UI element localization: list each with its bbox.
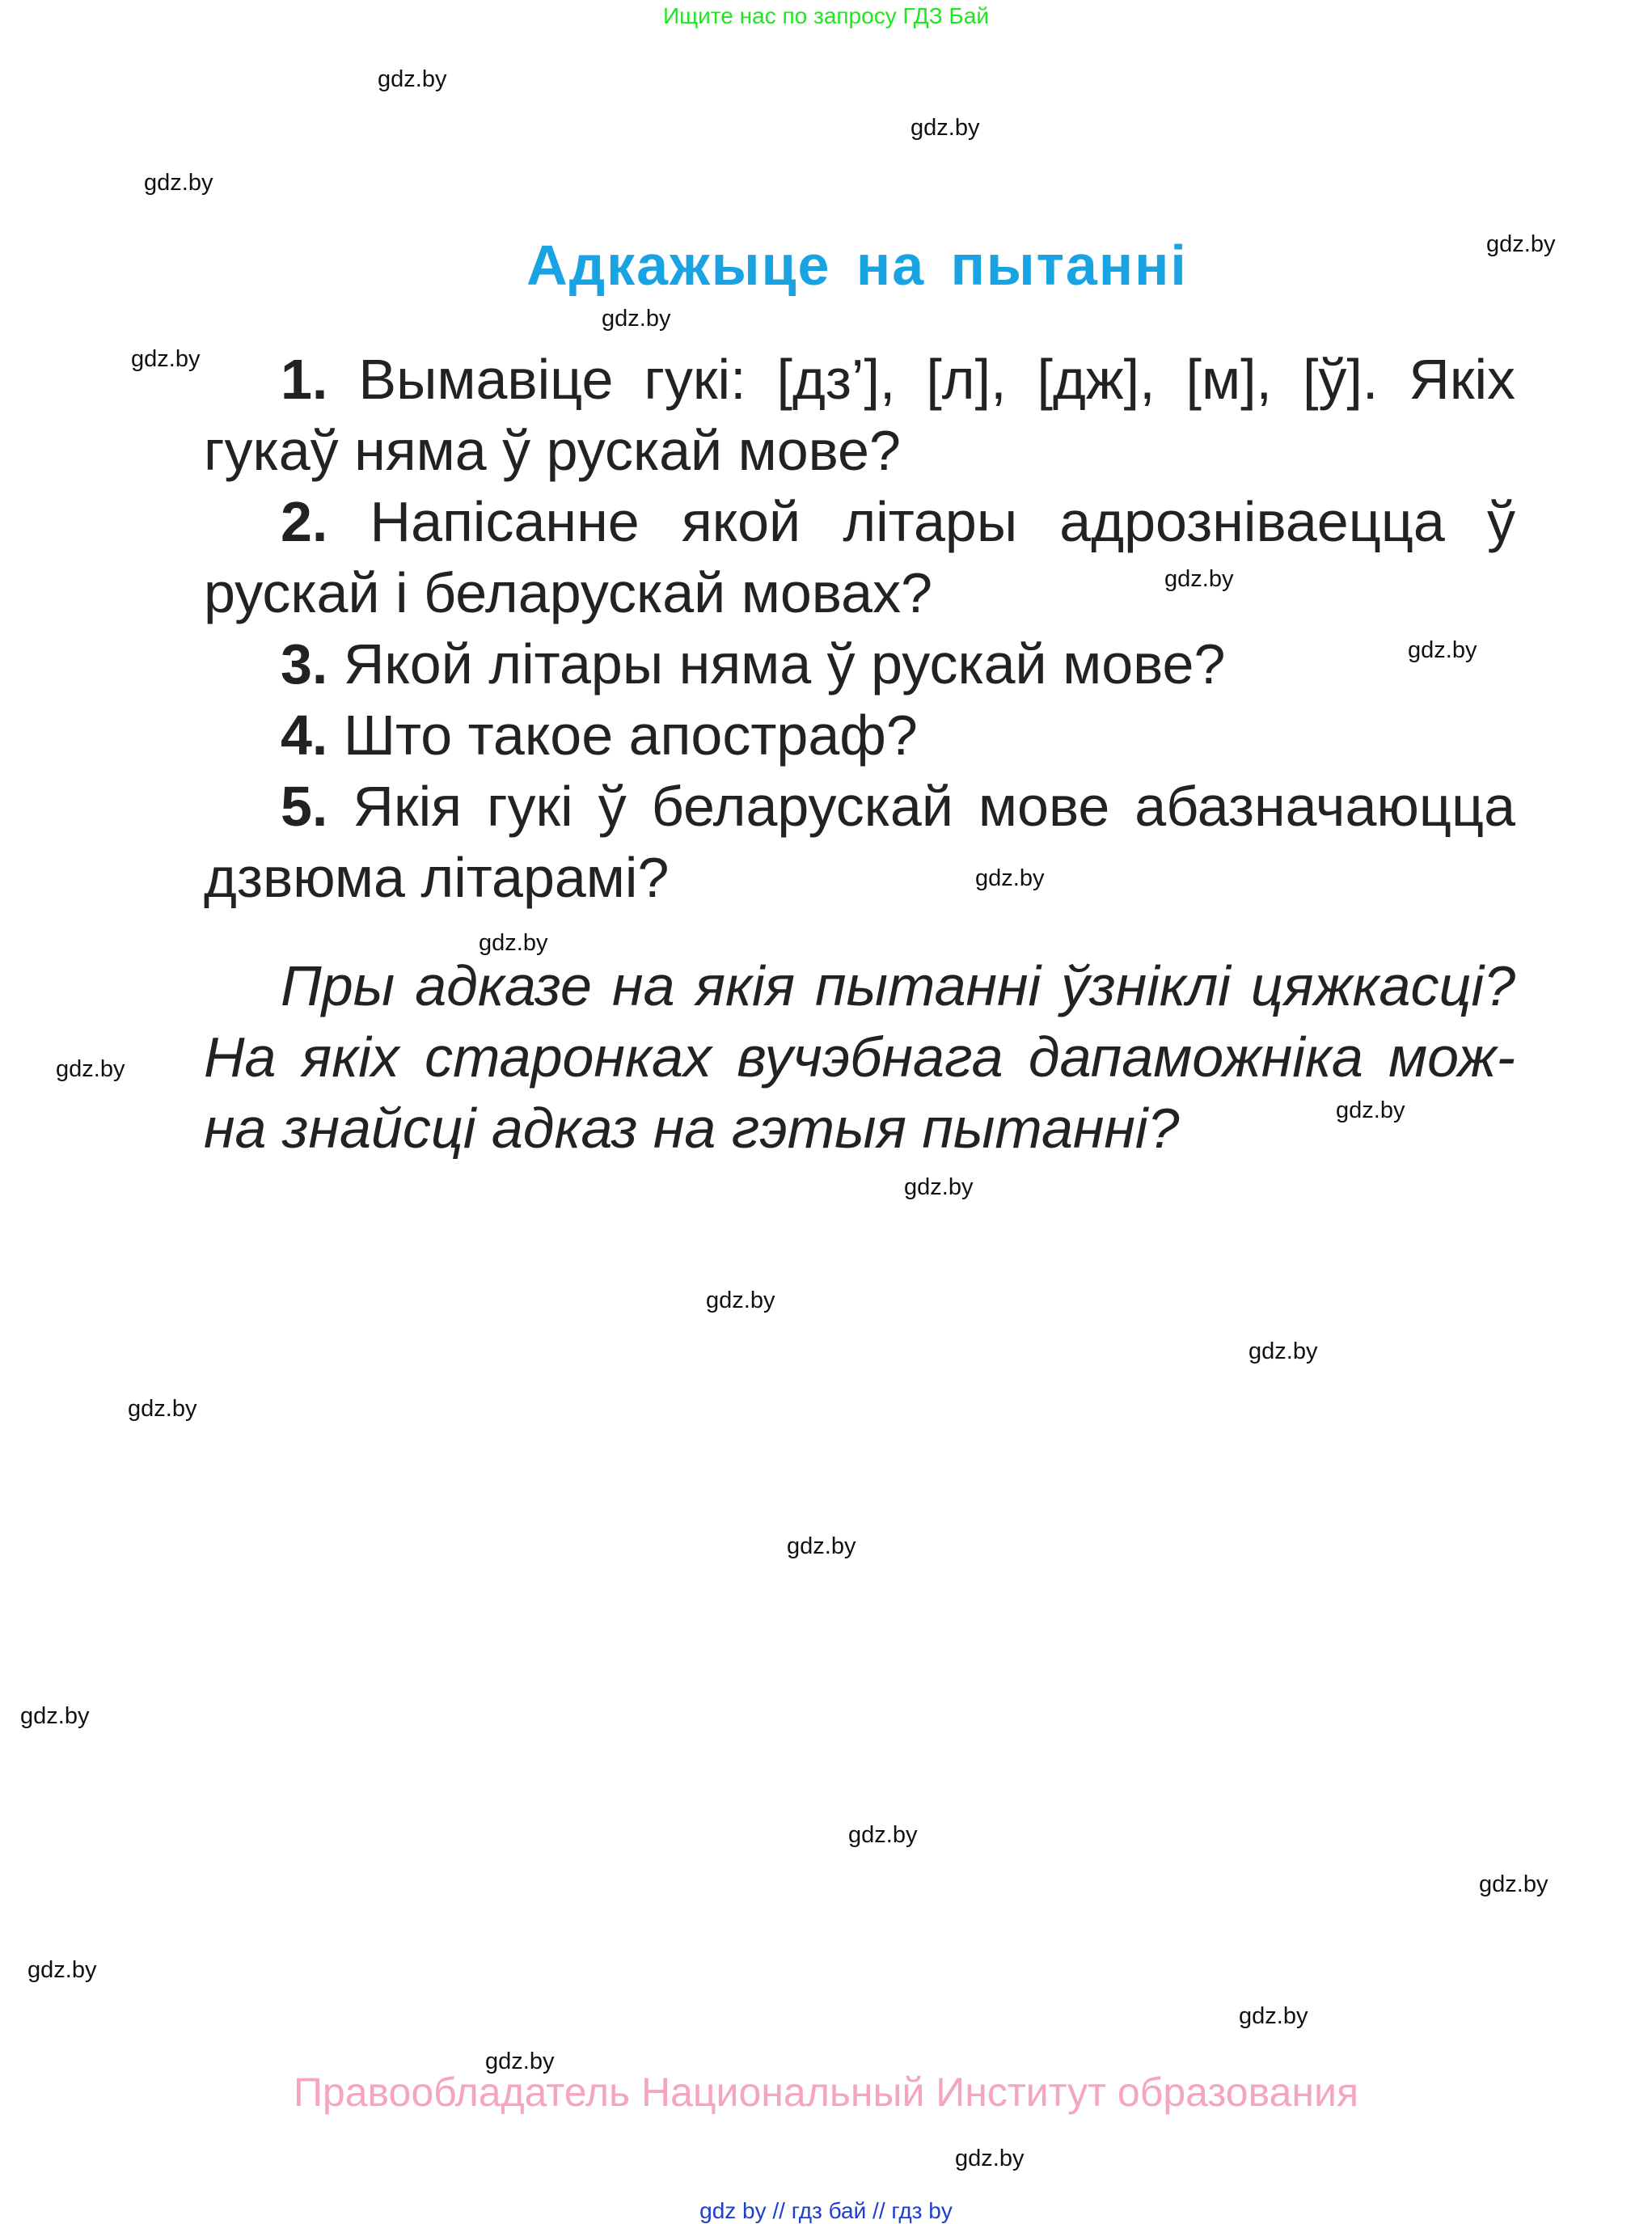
watermark-text: gdz.by <box>131 346 201 372</box>
watermark-text: gdz.by <box>1408 637 1477 663</box>
question-text: Якія гукі ў беларускай мове абазначаюцца дзвюма літарамі? <box>204 775 1516 909</box>
question-5 <box>204 771 1515 913</box>
watermark-text: gdz.by <box>955 2146 1025 2171</box>
question-number: 2. <box>281 490 328 553</box>
watermark-text: gdz.by <box>1486 231 1556 257</box>
watermark-text: gdz.by <box>144 170 213 196</box>
watermark-text: gdz.by <box>1239 2003 1308 2029</box>
footer-links[interactable]: gdz by // гдз бай // гдз by <box>699 2198 953 2223</box>
watermark-text: gdz.by <box>975 865 1045 891</box>
question-2 <box>204 486 1515 628</box>
question-number: 1. <box>281 348 328 411</box>
watermark-text: gdz.by <box>56 1056 125 1082</box>
watermark-text: gdz.by <box>1336 1097 1405 1123</box>
watermark-text: gdz.by <box>706 1287 775 1313</box>
watermark-text: gdz.by <box>848 1822 918 1848</box>
question-1 <box>204 344 1515 486</box>
watermark-text: gdz.by <box>1479 1871 1548 1897</box>
watermark-text: gdz.by <box>485 2049 555 2074</box>
question-number: 4. <box>281 704 328 767</box>
question-number: 5. <box>281 775 328 838</box>
watermark-text: gdz.by <box>602 306 671 332</box>
watermark-text: gdz.by <box>1164 566 1234 592</box>
page-title: Адкажыце на пытанні <box>526 234 1188 297</box>
question-text: Напісанне якой літары адрозніваецца ў рускай і беларускай мовах? <box>204 490 1515 624</box>
watermark-text: gdz.by <box>27 1957 97 1983</box>
search-hint-banner: Ищите нас по запросу ГДЗ Бай <box>662 3 990 28</box>
copyright-notice: Правообладатель Национальный Институт образования <box>293 2070 1359 2115</box>
watermark-text: gdz.by <box>911 115 980 141</box>
question-4 <box>204 700 1515 771</box>
question-number: 3. <box>281 632 328 696</box>
reflection-paragraph: Пры адказе на якія пытанні ўзніклі цяжкасці? На якіх старонках вучэбнага дапаможніка мож-на знайсці адказ на гэтыя пытанні? <box>204 954 1515 1160</box>
watermark-text: gdz.by <box>128 1396 197 1422</box>
watermark-text: gdz.by <box>1249 1338 1318 1364</box>
watermark-text: gdz.by <box>378 66 447 92</box>
question-text: Вымавіце гукі: [дз’], [л], [дж], [м], [ў]. Якіх гукаў няма ў рускай мове? <box>204 348 1515 482</box>
watermark-text: gdz.by <box>904 1174 974 1200</box>
watermark-text: gdz.by <box>20 1703 90 1729</box>
question-text: Што такое апостраф? <box>343 704 918 767</box>
watermark-text: gdz.by <box>479 930 548 956</box>
question-3 <box>204 628 1515 700</box>
question-text: Якой літары няма ў рускай мове? <box>343 632 1226 696</box>
watermark-text: gdz.by <box>787 1533 856 1559</box>
questions-list <box>204 344 1515 913</box>
